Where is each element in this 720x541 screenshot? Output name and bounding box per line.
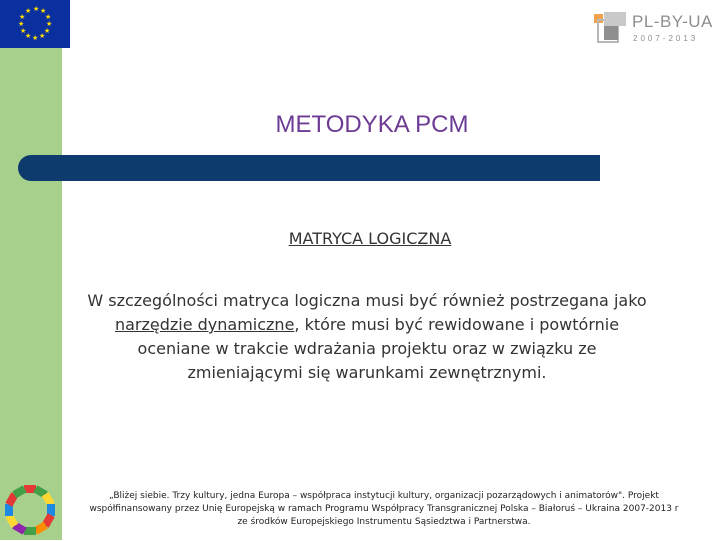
paragraph-text-start: W szczególności matryca logiczna musi być również postrzegana jako xyxy=(87,291,647,310)
slide-subtitle: MATRYCA LOGICZNA xyxy=(288,229,452,248)
svg-text:★: ★ xyxy=(25,32,32,40)
pl-by-ua-logo xyxy=(592,8,716,50)
svg-text:★: ★ xyxy=(45,13,52,21)
svg-text:★: ★ xyxy=(25,7,32,15)
footnote: „Bliżej siebie. Trzy kultury, jedna Europa – współpraca instytucji kultury, organizacji pozarządowych i animatorów". Projekt współfinansowany przez Unię Europejską w ramach Programu Współpracy Transgranicznej Polska – Białoruś – Ukraina 2007-2013 r ze środków Europejskiego Instrumentu Sąsiedztwa i Partnerstwa. xyxy=(89,491,679,527)
svg-text:★: ★ xyxy=(32,34,39,42)
title-divider-bar xyxy=(18,155,600,181)
eu-flag-icon xyxy=(0,0,70,48)
partner-logo-icon xyxy=(2,480,62,536)
body-paragraph xyxy=(82,289,652,385)
paragraph-text-end: , które musi być rewidowane i powtórnie oceniane w trakcie wdrażania projektu oraz w związku ze zmieniającymi się warunkami zewnętrznymi. xyxy=(137,315,620,382)
svg-text:★: ★ xyxy=(19,13,26,21)
logo-name: PL-BY-UA xyxy=(632,12,713,31)
svg-text:★: ★ xyxy=(18,20,25,28)
svg-text:★: ★ xyxy=(44,27,51,35)
svg-text:★: ★ xyxy=(20,27,27,35)
paragraph-underlined-term: narzędzie dynamiczne xyxy=(114,315,295,334)
svg-text:★: ★ xyxy=(33,5,40,13)
svg-text:★: ★ xyxy=(46,20,53,28)
slide-title: METODYKA PCM xyxy=(275,111,469,138)
svg-text:★: ★ xyxy=(39,32,46,40)
svg-text:★: ★ xyxy=(40,7,47,15)
logo-years: 2007-2013 xyxy=(633,34,699,43)
left-green-band xyxy=(0,0,62,540)
